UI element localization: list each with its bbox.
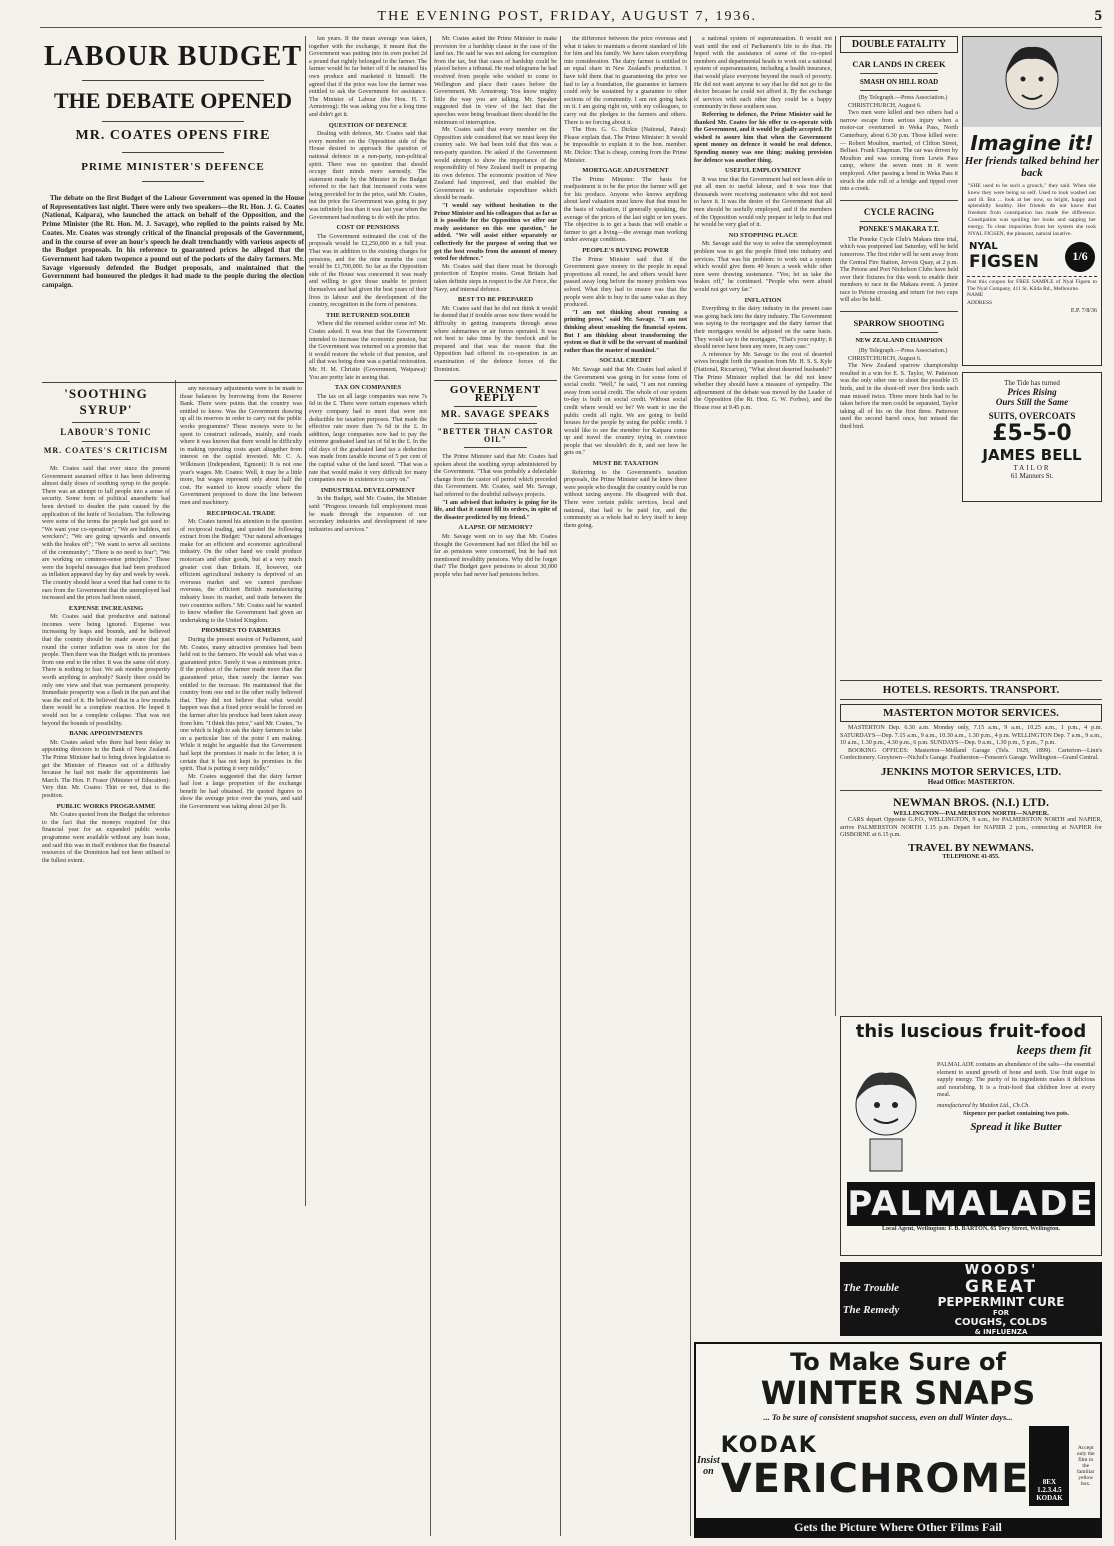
lead-kicker: LABOUR BUDGET [43,41,303,72]
kodak-ad: To Make Sure of WINTER SNAPS ... To be sure of consistent snapshot success, even on dull Winter days... Insist on KODAK VERICHROME 8EX 1.2.3.4.5 KODAK Accept only the film in the familiar yellow box. Gets the Picture Where Other Films Fail [694,1342,1102,1538]
column-rule [835,36,836,1016]
government-reply-headline: GOVERNMENT REPLY [449,384,542,404]
column-rule [305,36,306,1206]
woods-ad: The Trouble The Remedy WOODS' GREAT PEPPERMINT CURE FOR COUGHS, COLDS & INFLUENZA [840,1262,1102,1336]
article-column-2: any necessary adjustments were to be made to those balances by borrowing from the Reserve Bank. There were points that the country was entitled to know. Was the Government drawing up all its reserves in order to carry out the public works programme? These moneys were to be spent to construct railroads, mainly, and roads where it was known that there would be difficulty in making operating costs apart altogether from interest on the capital invested. Mr. C. A. Wilkinson (Independent, Egmont): It is not one year's wages. Mr. Coates: Well, it may be a little more, but wages represent only about half the cost. He wanted to know exactly where the Government proposed to draw the line between men and machinery. RECIPROCAL TRADE Mr. Coates turned his attention to the question of reciprocal trading, and quoted the following extract from the Budget: "Our natural advantages make for an efficient and economic agricultural industry. On the other hand we could produce motorcars and other goods, but at a very much greater cost than Britain. If, however, our efficient agricultural industry is deprived of an overseas market and we cannot purchase overseas, the efficient British manufacturing industry loses its market, and trade between the two countries suffers." Mr. Coates said he wanted to know whether the Government had given an undertaking to the United Kingdom. PROMISES TO FARMERS During the present session of Parliament, said Mr. Coates, many attractive promises had been held out to the farmers. He would ask what was a guaranteed price. Surely it was a minimum price. If the produce of the farmer made more than the guaranteed price, then surely the farmer was entitled to the increase. He maintained that the country from one end to the other really believed that. They did not believe that what would happen was that a fixed price would be forced on the farmer after his produce had been taken away from him. "I think this price," said Mr. Coates, "is one which is high to ask the dairy farmers to take on a particular line of the point I am making. While it might be arguable that the Government had kept the promises it made to the letter, it is certain that it has not kept its promises in the spirit. That is putting it very mildly." Mr. Coates suggested that the dairy farmer had lost a large proportion of the exchange benefit he had obtained. He quoted figures to show the average price over the years, and said the Government was taking about 2d per lb. [180,386,302,811]
article-body: Mr. Coates said that ever since the present Government assumed office it has been delivering almost daily doses of soothing syrup to the people. There was an attempt to lull people into a sense of security. Some form of political anaesthetic had been devised to deaden the pain caused by the application of the knife of Socialism. The following were some of the terms the people had got used to: "We want your co-operation"; "We are builders, not wreckers"; "We are going upwards and onwards with the brakes off"; "We want to serve all sections of the community"; "There is no need to fear"; "We are working on common-sense principles." These were the hopeful messages that had been produced as inflation appeared day by day and week by week. The country should hear a word that had come to its ears from the Government that the unemployed had increased and the prices had been raised. EXPENSE INCREASING Mr. Coates said that productive and national incomes were being ignored. Expense was increasing by leaps and bounds, and he believed that the country should be made aware that just round the corner inflation was in store for the people. Then there was the Budget with its promises from one end to the other. It was the same old story. There is nothing to fear. We ask months prosperity worth anything to anybody? Surely there could be only one view and that was permanent prosperity. Immediate prosperity was a flash in the pan and that was the end of it. He believed that in a few months there would be a complete reaction. He hoped it would not be a complete collapse. That was not beyond the bounds of possibility. BANK APPOINTMENTS Mr. Coates asked who there had been delay in appointing directors to the Bank of New Zealand. The Prime Minister had to bring down legislation to get the Minister of Finance out of a difficulty because he had not made the appointments last March. The Hon. P. Fraser (Minister of Education): Very thin. Mr. Coates: Thin or not, that is the position. PUBLIC WORKS PROGRAMME Mr. Coates quoted from the Budget the reference to the fact that the moneys required for this financial year for an expanded public works programme were available without any loan issue, and said this was in itself evidence that the financial resources of the Dominion had not been utilised to the fullest extent. [42,466,170,864]
transport-section: HOTELS. RESORTS. TRANSPORT. MASTERTON MOTOR SERVICES. MASTERTON Dep. 6.30 a.m. Monday only, 7.15 a.m., 9 a.m., 10.25 a.m., 1 p.m., 4 p.m. SATURDAYS—Dep. 7.15 a.m., 9 a.m., 10.30 a.m., 1.30 p.m., 4 p.m. WELLINGTON Dep. 7 a.m., 9 a.m., 10 a.m., 1.30 p.m., 4.30 p.m., 6 p.m. SUNDAYS—Dep. 9 a.m., 1.30 p.m., 5 p.m., 7 p.m. BOOKING OFFICES: Masterton—Midland Garage (Tels. 1929, 1899). Carterton—Linn's Confectionery. Greytown—Nichol's Garage. Featherston—Fensom's Garage. Wellington—Grand Central. JENKINS MOTOR SERVICES, LTD. Head Office: MASTERTON. NEWMAN BROS. (N.I.) LTD. WELLINGTON—PALMERSTON NORTH—NAPIER. CARS depart Opposite G.P.O., WELLINGTON, 9 a.m., for PALMERSTON NORTH and NAPIER, arrive PALMERSTON NORTH 1.15 p.m. Depart for NAPIER 2 p.m., connecting at NAPIER for GISBORNE at 6.15 p.m. TRAVEL BY NEWMANS. TELEPHONE 41-855. [840,680,1102,1010]
article-column-6: a national system of superannuation. It would not wait until the end of Parliament's life to do that. He hoped with the assistance of some of the co-opted members and departmental heads to work out a national system of superannuation, including a health insurance, that would place everyone beyond the reach of poverty. He did not want anyone to say that he did not go to the doctor because he could not afford it. By the exchange of services with each other they could be a happy community in these southern seas. Referring to defence, the Prime Minister said he thanked Mr. Coates for his offer to co-operate with the Government, and it would be gladly accepted. He wished to assure him that when the Government spent money on defence it would be real defence. Spending money was one thing; making provision for defence was another thing. USEFUL EMPLOYMENT It was true that the Government had not been able to put all men to useful labour, and it was true that thousands were receiving sustenance who did not need to have it. It was the desire of the Government that all men should be usefully employed, and if the members of the Opposition would only prepare to help to that end he would be very glad of it. NO STOPPING PLACE Mr. Savage said the way to solve the unemployment problem was to get the people fitted into industry and services. That was his problem: to work out a system which would give them 40 hours a week while other men were drawing sustenance. "Yes; let us take the brakes off," he continued. "People who were afraid would not get very far." INFLATION Everything in the dairy industry in the present case was going back into the dairy industry. The Government was saying to the mortgagee and the dairy farmer that their mortgages would be adjusted on the same basis. They would say to the mortgagee, "That's your equity; it should never have been any more, in any case." A reference by Mr. Savage to the cost of deserted wives brought forth the question from Mr. H. S. S. Kyle (National, Riccarton), "What about deserted husbands?" The Prime Minister replied that he did not know whether they should have a measure of sympathy. The adjournment of the debate was moved by the Leader of the Opposition (the Rt. Hon. G. W. Forbes), and the House rose at 9.45 p.m. [694,36,832,411]
coupon[interactable]: Post this coupon for FREE SAMPLE of Nyal Figsen to The Nyal Company, 411 St. Kilda Rd., Melbourne. NAME ADDRESS E.P. 7/8/36 [967,276,1097,313]
film-box: 8EX 1.2.3.4.5 KODAK [1029,1426,1069,1506]
palmalade-brand: PALMALADE [847,1184,1095,1224]
article-column-4: Mr. Coates asked the Prime Minister to make provision for a hardship clause in the case of the land tax. He said he was not asking for exemption from the tax, but that cases of hardship could be placed before a tribunal. He read telegrams he had received from people who wished to come to Wellington and place their cases before the Government. Mr. Armstrong: You know mighty little the way you are talking. Mr. Speaker suggested that in view of the fact that the speeches were being broadcast there should be the minimum of interruption. Mr. Coates said that every member on the Opposition side considered that we must keep the country safe. We had been told that this was a non-party question. He asked if the Government would attempt to show the importance of the responsibility of New Zealand itself in preparing its own defence. The economic position of New Zealand had improved, and that enabled the Government to undertake expenditure which should be made. "I would say without hesitation to the Prime Minister and his colleagues that as far as it is possible for the Opposition we offer our ready assistance on this one question," he added. "We will assist either separately or collectively for the purpose of seeing that we get the best results from the amount of money voted for defence." Mr. Coates said that there must be thorough protection of Empire routes. Great Britain had taken definite steps in respect to the Air Force, the Navy, and internal defence. BEST TO BE PREPARED Mr. Coates said that he did not think it would be denied that if trouble arose now there would be difficulty in getting transports through areas where submarines or air forces operated. It was not best to take time by the forelock and be prepared and that was the reason that the Opposition had offered its co-operation in an examination of the defence forces of the Dominion. GOVERNMENT REPLY MR. SAVAGE SPEAKS "BETTER THAN CASTOR OIL" The Prime Minister said that Mr. Coates had spoken about the soothing syrup administered by the Government. "That was probably a delectable change from the castor oil period which preceded this Government. Mr. Coates, said Mr. Savage, had referred to the doubtful railways projects. "I am advised that industry is going for its life, and that it cannot fill its orders, in spite of the disaster predicted by my friend." A LAPSE OF MEMORY? Mr. Savage went on to say that Mr. Coates thought the Government had not filled the bill so far as pensions were concerned, but he had not mentioned invalidity pensions. Why did he forget that? The Budget gave pensions to about 30,000 people who had never had pensions before. [434,36,557,578]
james-bell-ad: The Tide has turned Prices Rising Ours Still the Same SUITS, OVERCOATS £5-5-0 JAMES BELL TAILOR 61 Manners St. [962,372,1102,502]
column-rule [690,36,691,1536]
lead-intro: The debate on the first Budget of the Labour Government was opened in the House of Representatives last night. There were only two speakers—the Rt. Hon. J. G. Coates (National, Kaipara), who launched the attack on behalf of the Opposition, and the Prime Minister (the Rt. Hon. M. J. Savage), who replied to the points raised by Mr. Coates. Mr. Coates was strongly critical of the financial proposals of the Government, and in the course of over an hour's speech he dealt trenchantly with various aspects of the Budget proposals. In his reference to guaranteed prices he alleged that the Government had taken twopence a pound out of the pockets of the dairy farmers. Mr. Savage vigorously defended the Budget proposals, and maintained that the Government had honoured the pledges it had made to the people during the election campaign. [42,194,304,290]
lead-subheadline: MR. COATES OPENS FIRE [75,128,271,143]
soothing-syrup-story [42,386,170,1536]
article-column-5: the difference between the price overseas and what it takes to maintain a decent standard of life for him and his family. We have taken everything into consideration. The dairy farmer is entitled to an equal share in New Zealand's production. I have told them that in guaranteeing the price we had to lay a foundation, the guarantee to farmers could only be sustained by a guarantee to other sections of the community. I am not going back on it. I am going right on, with my colleagues, to carry out the pledges to the farmers and others. There is no forcing about it. The Hon. G. G. Dickie (National, Patea): Please explain that. The Prime Minister: It would be impossible to explain it to the hon. member. Mr. Dickie: That is cheap, coming from the Prime Minister. MORTGAGE ADJUSTMENT The Prime Minister: The basis for readjustment is to be the price the farmer will get for his produce. Anyone who knows anything about land valuation must know that that must be the basis of valuation, if generally speaking, the average of the prices of the last eight or ten years. The objective is to get a basis that will enable a farmer to get a living—the average man working under average conditions. PEOPLE'S BUYING POWER The Prime Minister said that if the Government gave money to the people in equal proportions all round, he and others would have passed away long before the money problem was solved. What they had to ensure was that the people were able to buy to the same value as they produced. "I am not thinking about running a printing press," said Mr. Savage. "I am not thinking about smashing the financial system. But I am thinking about transforming the system so that it will be the servant of mankind rather than the master of mankind." SOCIAL CREDIT Mr. Savage said that Mr. Coates had asked if the Government was going in for some form of social credit. "Well," he said, "I am not running away from social credit. The whole of our system to-day is built on social credit. Without social credit where would we be? We want to use the public credit all right. We are going to build houses for the people by using the public credit. I would like to see the member for Kaipara come up and travel the country trying to convince people that we shouldn't do it, and see how he gets on." MUST BE TAXATION Referring to the Government's taxation proposals, the Prime Minister said he knew there were people who thought the country could be run without taxing anyone. He disagreed with that. There were certain public services, local and national, that had to be paid for, and the community as a whole had to levy itself to keep them going. [564,36,687,529]
soothing-headline: 'SOOTHING SYRUP' [64,386,148,417]
masthead-title: THE EVENING POST, FRIDAY, AUGUST 7, 1936. [377,8,757,24]
lead-story [42,40,304,380]
column-rule [175,380,176,1540]
cycle-headline: CYCLE RACING [863,206,935,217]
page-number: 5 [1094,8,1102,24]
spacer-3 [694,1036,834,1037]
sparrow-headline: SPARROW SHOOTING [853,318,945,329]
price-badge: 1/6 [1065,242,1095,272]
palmalade-ad: this luscious fruit-food keeps them fit PALMALADE contains an abundance of the salts—the essential element to sound growth of bone and teeth. Use fruit sugar to supply energy. The purity of its ingredients makes it delicious and nourishing. It is a fruit-food that children love at every meal. manufactured by Maidon Ltd., Ch.Ch. Sixpence per packet containing two pots. Spread it like Butter PALMALADE Local Agent, Wellington: F. B. BARTON, 65 Tory Street, Wellington. [840,1016,1102,1256]
column-rule [560,36,561,1536]
column-rule [430,36,431,1536]
child-illustration [841,1060,931,1180]
article-column-3: fan years. If the mean average was taken, together with the exchange, it meant that the Government was putting into its own pocket 2d a pound that rightly belonged to the farmer. The farmer would be far better off if he retained his own produce and marketed it himself. He agreed that if the price was low the farmer was entitled to ask the Government for assistance. The Minister of Labour (the Hon. H. T. Armstrong): He was asking you for a long time and didn't get it. QUESTION OF DEFENCE Dealing with defence, Mr. Coates said that every member on the Opposition side of the House desired to approach the question of national defence in a non-party, non-political spirit. There was no question that should occupy their minds more earnestly. The statement made by the Minister in the Budget referred to the fact that increased costs were being provided for in the price, said Mr. Coates, but the price the Government was going to pay was infinitely less than it was last year when the Government had nothing to do with the price. COST OF PENSIONS The Government estimated the cost of the proposals would be £2,250,000 in a full year. That was in addition to the existing charges for pensions, and for the nine months the cost would be £1,700,000. So far as the Opposition side of the House was concerned it was ready and willing to give those unable to protect themselves and had given the best years of their lives to labour and the development of the country, recognition in the form of pensions. THE RETURNED SOLDIER Where did the returned soldier come in? Mr. Coates asked. It was true that the Government intended to increase the economic pension, but the Government was returned on a promise that it would restore the whole of that pension, and all that was being done was a partial restoration. Mr. H. M. Christie (Government, Waipawa): You are pretty late in seeing that. TAX ON COMPANIES The tax on all large companies was now 7s 6d in the £. There were certain expenses which every company had to meet that were not deductible for taxation purposes. That made the effective rate more than 7s 6d in the £. In addition, large companies now had to pay the extreme graduated land tax of 6d in the £. In the old days of the graduated land tax a deduction was made from taxable income of 5 per cent of the capital value of the land taxed. "That was a rate that would make it very difficult for many companies now in existence to carry on." INDUSTRIAL DEVELOPMENT In the Budget, said Mr. Coates, the Minister said: "Progress towards full employment must be made through the expansion of our secondary industries and development of new industries and services." [309,36,427,533]
lead-deck: PRIME MINISTER'S DEFENCE [81,161,265,173]
soothing-sub1: LABOUR'S TONIC [60,427,152,437]
portrait-illustration [963,37,1101,127]
fatality-headline: DOUBLE FATALITY [840,36,958,53]
soothing-sub2: MR. COATES'S CRITICISM [43,446,169,455]
lead-headline: THE DEBATE OPENED [54,88,292,113]
figsen-ad: Imagine it! Her friends talked behind her back "SHE used to be such a grouch," they said. When she knew they were being so self. Used to look washed out and ill. But ... look at her now, so bright, happy and splendidly healthy. Her friends do not know that freedom from constipation has made the difference. Constipation was spoiling her looks and sapping her energy. To clear impurities from her system she took NYAL FIGSEN, the pleasant, natural laxative. NYAL FIGSEN 1/6 Post this coupon for FREE SAMPLE of Nyal Figsen to The Nyal Company, 411 St. Kilda Rd., Melbourne. NAME ADDRESS E.P. 7/8/36 [962,36,1102,366]
masthead [40,6,1102,28]
divider [42,382,304,383]
right-news-column: DOUBLE FATALITY CAR LANDS IN CREEK SMASH ON HILL ROAD (By Telegraph.—Press Association.) CHRISTCHURCH, August 6. Two men were killed and two others had a narrow escape from serious injury when a motor-car overturned in Wekа Pass, North Canterbury, about 6.30 p.m. Those killed were:— Robert Moulton, married, of Clifton Street, Belfast. Frank Chapman. The car was driven by Moulton and was coming from Lewis Pass camp, where the seven men in it were employed. After passing a bend in Weka Pass it struck the side roll of a bridge and tipped over into a creek. CYCLE RACING PONEKE'S MAKARA T.T. The Poneke Cycle Club's Makara time trial, which was postponed last Saturday, will be held tomorrow. The first rider will be sent away from the Central Fire Station, Jervois Quay, at 2 p.m. The Petone and Port Nicholson Clubs have held over their fixtures for this week to enable their members to race in the Makara event. A junior race to Petone crossing and return for two cups will also be held. SPARROW SHOOTING NEW ZEALAND CHAMPION (By Telegraph.—Press Association.) CHRISTCHURCH, August 6. The New Zealand sparrow championship resulted in a win for E. S. Taylor, W. Patterson was the only other one to shoot the possible 15 birds, and in the shoot-off over five birds each man missed twice. Three more birds had to be taken before the men could be separated, Taylor taking all of his on the first three. Patterson used the second barrel once, but missed the third bird. [840,36,958,676]
